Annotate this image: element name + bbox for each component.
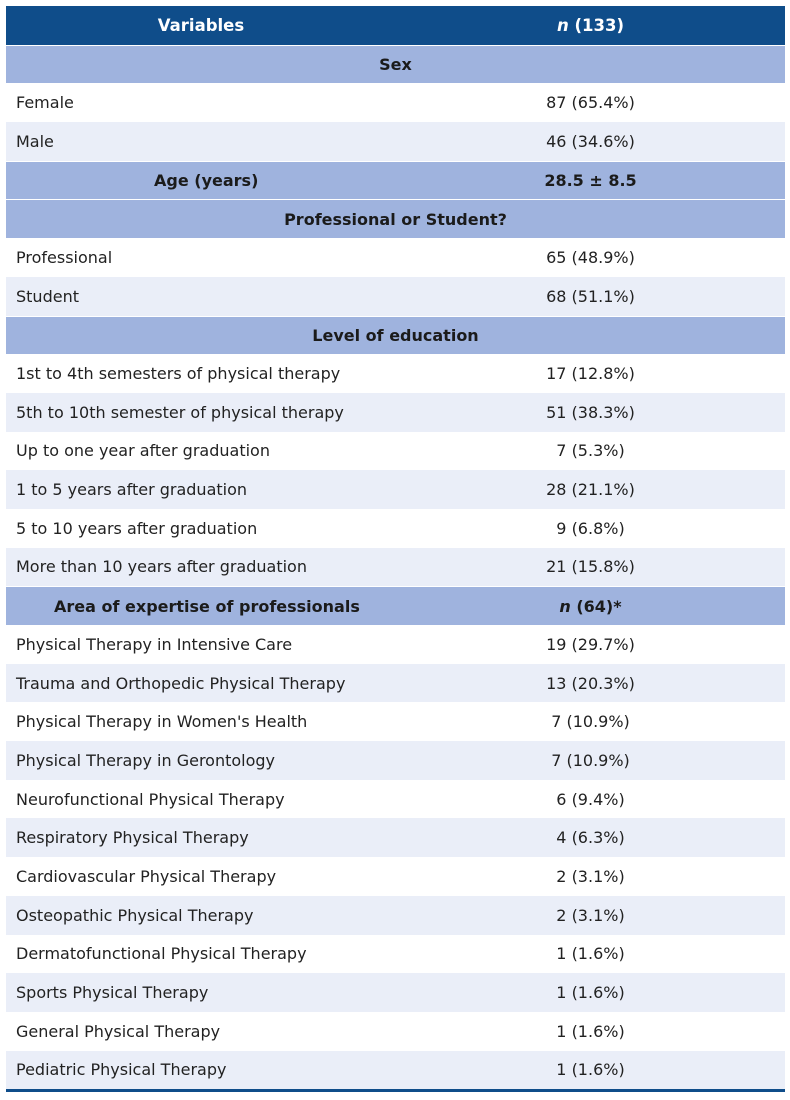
table-row xyxy=(6,354,785,393)
section-education-label: Level of education xyxy=(312,325,479,345)
table-row xyxy=(6,935,785,974)
table-row xyxy=(6,741,785,780)
row-label: Male xyxy=(16,131,54,151)
row-value: 87 (65.4%) xyxy=(546,93,635,113)
row-label: Osteopathic Physical Therapy xyxy=(16,905,254,925)
row-value: 13 (20.3%) xyxy=(546,673,635,693)
row-label: 5th to 10th semester of physical therapy xyxy=(16,402,344,422)
section-expertise xyxy=(6,586,785,625)
row-value: 65 (48.9%) xyxy=(546,247,635,267)
demographics-table xyxy=(6,6,785,1089)
row-value: 1 (1.6%) xyxy=(556,944,625,964)
section-expertise-n xyxy=(396,597,785,616)
row-value: 28 (21.1%) xyxy=(546,480,635,500)
row-label: Professional xyxy=(16,247,113,267)
row-label: 1st to 4th semesters of physical therapy xyxy=(16,364,341,384)
row-value: 9 (6.8%) xyxy=(556,518,625,538)
row-label: Sports Physical Therapy xyxy=(16,983,209,1003)
row-value: 7 (10.9%) xyxy=(551,712,630,732)
row-value: 51 (38.3%) xyxy=(546,402,635,422)
header-n-italic: n xyxy=(556,15,569,35)
row-label: Neurofunctional Physical Therapy xyxy=(16,789,285,809)
table-row xyxy=(6,1051,785,1090)
row-label: Physical Therapy in Women's Health xyxy=(16,712,308,732)
table-row xyxy=(6,122,785,161)
row-value: 1 (1.6%) xyxy=(556,1021,625,1041)
row-value: 4 (6.3%) xyxy=(556,828,625,848)
expertise-n-italic: n xyxy=(559,596,571,616)
row-value: 19 (29.7%) xyxy=(546,634,635,654)
section-expertise-label: Area of expertise of professionals xyxy=(54,596,360,616)
expertise-n-count: (64)* xyxy=(570,596,622,616)
table-header-row xyxy=(6,6,785,45)
section-professional-student-label: Professional or Student? xyxy=(284,209,507,229)
row-label: Respiratory Physical Therapy xyxy=(16,828,249,848)
table-row xyxy=(6,780,785,819)
row-value: 1 (1.6%) xyxy=(556,983,625,1003)
table-row xyxy=(6,548,785,587)
row-value: 7 (5.3%) xyxy=(556,441,625,461)
row-value: 6 (9.4%) xyxy=(556,789,625,809)
header-n-total xyxy=(396,16,785,35)
section-sex xyxy=(6,45,785,84)
table-row xyxy=(6,470,785,509)
row-label: Pediatric Physical Therapy xyxy=(16,1060,227,1080)
table-row xyxy=(6,625,785,664)
table-row xyxy=(6,973,785,1012)
row-label: More than 10 years after graduation xyxy=(16,557,307,577)
row-label: 5 to 10 years after graduation xyxy=(16,518,258,538)
table-bottom-rule xyxy=(6,1089,785,1092)
table-row xyxy=(6,277,785,316)
table-row xyxy=(6,857,785,896)
table-row xyxy=(6,1012,785,1051)
section-professional-student xyxy=(6,199,785,238)
table-row xyxy=(6,238,785,277)
table-row xyxy=(6,664,785,703)
row-value: 46 (34.6%) xyxy=(546,131,635,151)
section-age xyxy=(6,161,785,200)
table-row xyxy=(6,432,785,471)
header-variables: Variables xyxy=(157,15,245,35)
row-label: Trauma and Orthopedic Physical Therapy xyxy=(16,673,346,693)
row-value: 17 (12.8%) xyxy=(546,364,635,384)
row-label: Dermatofunctional Physical Therapy xyxy=(16,944,307,964)
row-label: Physical Therapy in Intensive Care xyxy=(16,634,293,654)
row-label: Cardiovascular Physical Therapy xyxy=(16,866,277,886)
row-value: 7 (10.9%) xyxy=(551,750,630,770)
section-age-label: Age (years) xyxy=(154,171,259,191)
header-n-count: (133) xyxy=(568,15,625,35)
row-label: Up to one year after graduation xyxy=(16,441,270,461)
row-value: 21 (15.8%) xyxy=(546,557,635,577)
row-label: Female xyxy=(16,93,74,113)
row-label: General Physical Therapy xyxy=(16,1021,221,1041)
row-value: 68 (51.1%) xyxy=(546,286,635,306)
table-row xyxy=(6,393,785,432)
table-row xyxy=(6,896,785,935)
table-row xyxy=(6,509,785,548)
row-label: Physical Therapy in Gerontology xyxy=(16,750,276,770)
section-sex-label: Sex xyxy=(379,55,412,75)
table-row xyxy=(6,818,785,857)
section-age-value: 28.5 ± 8.5 xyxy=(544,171,637,191)
row-value: 2 (3.1%) xyxy=(556,866,625,886)
row-label: Student xyxy=(16,286,79,306)
row-value: 2 (3.1%) xyxy=(556,905,625,925)
row-label: 1 to 5 years after graduation xyxy=(16,480,248,500)
row-value: 1 (1.6%) xyxy=(556,1060,625,1080)
section-education xyxy=(6,316,785,355)
table-row xyxy=(6,83,785,122)
table-row xyxy=(6,702,785,741)
